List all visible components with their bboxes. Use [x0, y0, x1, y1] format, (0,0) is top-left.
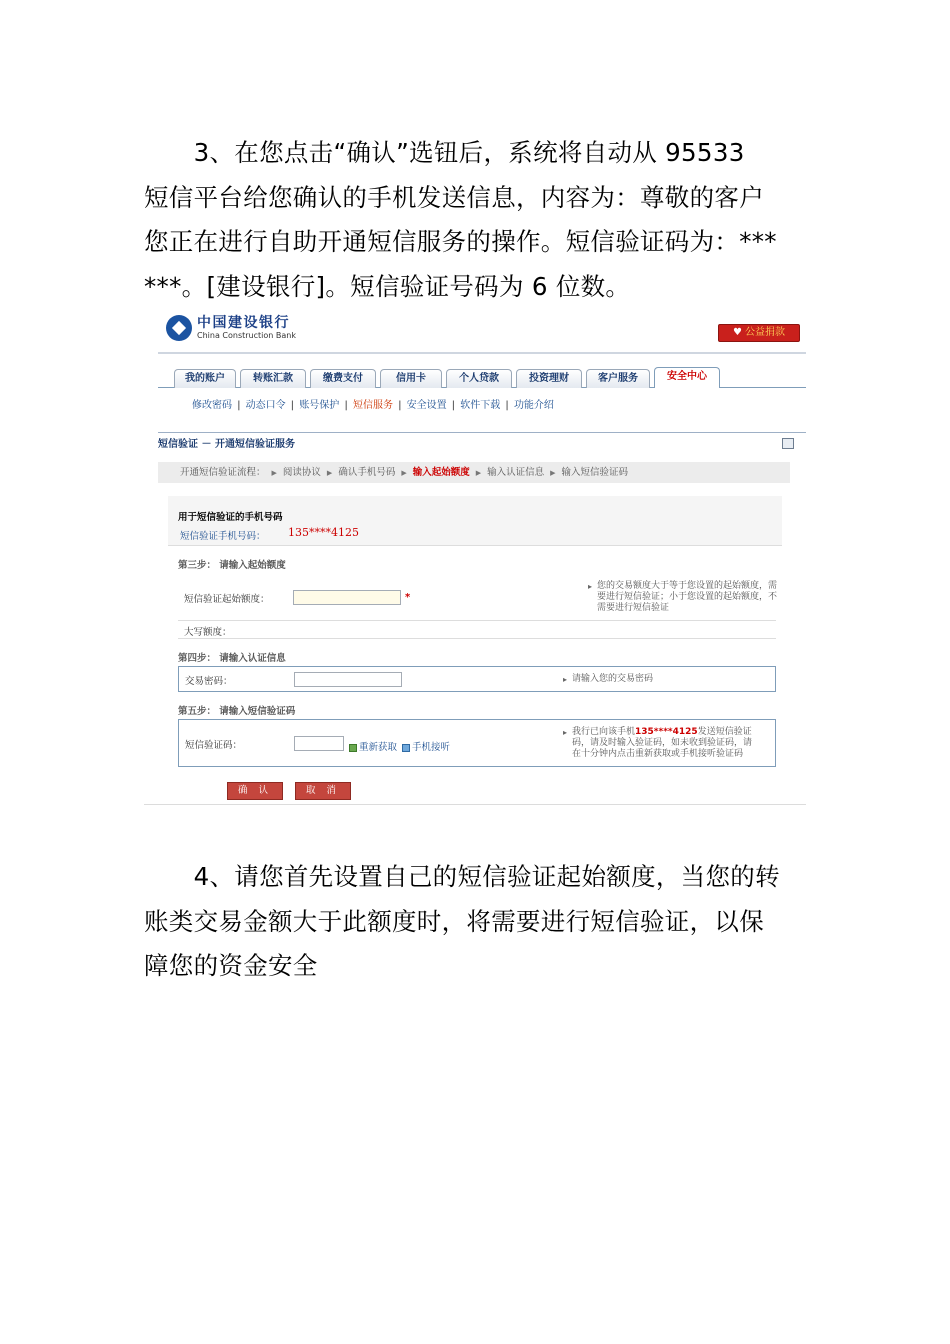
- trade-password-tip: ▸ 请输入您的交易密码: [572, 674, 777, 685]
- tab-payment[interactable]: 缴费支付: [310, 369, 376, 388]
- phone-number-value: 135****4125: [288, 526, 359, 539]
- step4-title: 第四步： 请输入认证信息: [178, 653, 286, 664]
- process-label: 开通短信验证流程：: [180, 467, 266, 478]
- ccb-logo: [166, 315, 296, 341]
- process-step: 输入短信验证码: [561, 467, 629, 478]
- instruction-paragraph-step3: [144, 131, 808, 309]
- tip-suffix: 发送短信验证: [697, 727, 752, 737]
- step5-title: 第五步： 请输入短信验证码: [178, 706, 296, 717]
- phone-icon: [402, 744, 410, 752]
- row-divider: [178, 620, 776, 621]
- required-mark: *: [405, 592, 411, 603]
- sms-code-input[interactable]: [294, 736, 344, 751]
- section-divider: [158, 432, 806, 433]
- subnav-dynamic-token[interactable]: 动态口令: [245, 400, 286, 411]
- tab-personal-loan[interactable]: 个人贷款: [446, 369, 512, 388]
- phone-listen-button[interactable]: [402, 739, 450, 753]
- tip-prefix: 我行已向该手机: [572, 727, 636, 737]
- welfare-donation-button[interactable]: [718, 324, 800, 342]
- tab-my-account[interactable]: 我的账户: [174, 369, 236, 388]
- sub-navigation: 修改密码 | 动态口令 | 账号保护 | 短信服务 | 安全设置 | 软件下载 | 功能介绍: [192, 400, 554, 411]
- step3-row: [178, 574, 776, 624]
- confirm-button[interactable]: 确 认: [227, 782, 283, 800]
- process-step: 输入认证信息: [487, 467, 545, 478]
- paragraph-line: 短信平台给您确认的手机发送信息，内容为：尊敬的客户: [144, 182, 764, 212]
- phone-box-heading: 用于短信验证的手机号码: [178, 512, 283, 523]
- tip-line: 在十分钟内点击重新获取或手机接听验证码: [572, 749, 744, 759]
- step4-row: [178, 666, 776, 692]
- tab-investment[interactable]: 投资理财: [516, 369, 582, 388]
- step5-row: [178, 719, 776, 767]
- paragraph-line: 账类交易金额大于此额度时，将需要进行短信验证，以保: [144, 906, 764, 936]
- arrow-icon: ▶: [326, 469, 333, 477]
- paragraph-line: 3、在您点击“确认”选钮后，系统将自动从 95533: [144, 138, 745, 167]
- tip-phone: 135****4125: [635, 727, 698, 737]
- threshold-label: 短信验证起始额度：: [184, 594, 270, 605]
- bank-name-cn: 中国建设银行: [197, 315, 290, 331]
- subnav-sms-service[interactable]: 短信服务: [352, 400, 393, 411]
- phone-number-box: [168, 496, 782, 546]
- header-divider: [158, 352, 806, 354]
- instruction-paragraph-step4: [144, 855, 808, 989]
- bank-name-en: China Construction Bank: [197, 331, 296, 340]
- cancel-button[interactable]: 取 消: [295, 782, 351, 800]
- step3-title: 第三步： 请输入起始额度: [178, 560, 286, 571]
- tip-line: 需要进行短信验证: [597, 603, 670, 613]
- paragraph-line: ***。[建设银行]。短信验证号码为 6 位数。: [144, 271, 631, 301]
- arrow-icon: ▶: [475, 469, 482, 477]
- refetch-label: 重新获取: [359, 742, 398, 753]
- tab-credit-card[interactable]: 信用卡: [380, 369, 442, 388]
- sms-code-label: 短信验证码：: [185, 740, 243, 751]
- refetch-code-button[interactable]: [349, 739, 397, 753]
- upper-amount-label: 大写额度：: [184, 627, 232, 638]
- tip-line: 要进行短信验证；小于您设置的起始额度，不: [597, 592, 778, 602]
- bank-screenshot: [144, 308, 806, 805]
- arrow-icon: ▶: [550, 469, 556, 477]
- subnav-account-protection[interactable]: 账号保护: [299, 400, 340, 411]
- tip-line: ▸ 您的交易额度大于等于您设置的起始额度，需: [597, 581, 778, 591]
- subnav-security-settings[interactable]: 安全设置: [406, 400, 447, 411]
- refresh-icon: [349, 744, 357, 752]
- phone-listen-label: 手机接听: [412, 742, 451, 753]
- row-divider: [178, 638, 776, 639]
- process-step: 确认手机号码: [338, 467, 396, 478]
- threshold-tip: [597, 581, 802, 614]
- main-tabs: [158, 367, 806, 388]
- subnav-change-password[interactable]: 修改密码: [192, 400, 232, 411]
- process-steps-bar: [158, 462, 790, 483]
- process-step: 阅读协议: [282, 467, 321, 478]
- print-icon[interactable]: [782, 438, 794, 449]
- tab-customer-service[interactable]: 客户服务: [586, 369, 650, 388]
- threshold-amount-input[interactable]: [293, 590, 401, 605]
- welfare-label: 公益捐款: [744, 327, 785, 338]
- arrow-icon: ▶: [271, 469, 277, 477]
- trade-password-input[interactable]: [294, 672, 402, 687]
- trade-password-label: 交易密码：: [185, 676, 233, 687]
- tab-security-center[interactable]: 安全中心: [654, 367, 720, 388]
- sms-code-tip: [572, 727, 777, 760]
- paragraph-line: 障您的资金安全: [144, 951, 318, 980]
- upper-amount-row: [178, 622, 776, 638]
- paragraph-line: 您正在进行自助开通短信服务的操作。短信验证码为：***: [144, 227, 777, 256]
- subnav-software-download[interactable]: 软件下载: [460, 400, 501, 411]
- arrow-icon: ▶: [401, 469, 407, 477]
- tip-line: 码，请及时输入验证码，如未收到验证码，请: [572, 738, 753, 748]
- heart-icon: ♥: [733, 327, 742, 338]
- paragraph-line: 4、请您首先设置自己的短信验证起始额度，当您的转: [144, 862, 780, 891]
- tab-transfer[interactable]: 转账汇款: [240, 369, 306, 388]
- section-title: 短信验证 － 开通短信验证服务: [158, 439, 295, 450]
- process-step-current: 输入起始额度: [412, 467, 470, 478]
- phone-label: 短信验证手机号码：: [180, 531, 266, 542]
- ccb-logo-icon: [166, 315, 192, 341]
- subnav-feature-intro[interactable]: 功能介绍: [513, 400, 554, 411]
